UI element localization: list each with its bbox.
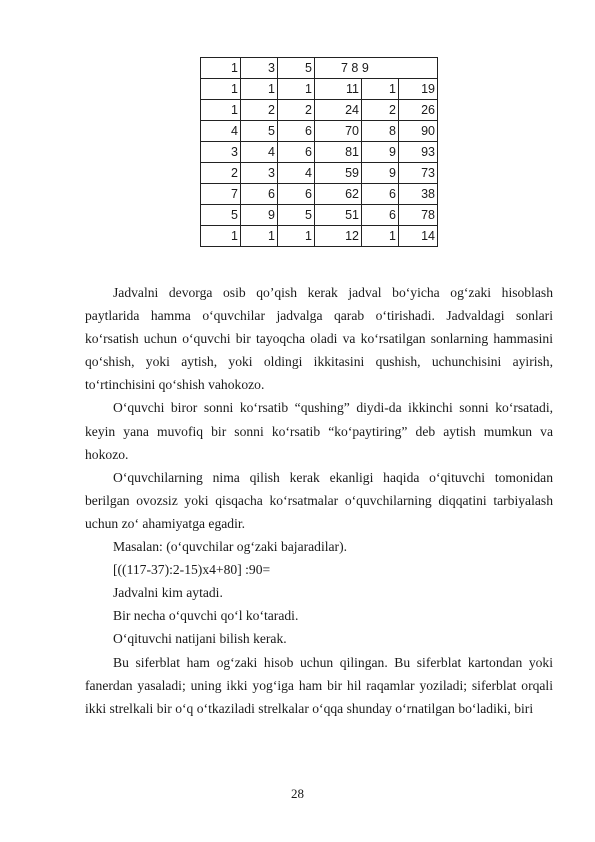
table-cell: 93 bbox=[399, 142, 438, 163]
table-cell: 6 bbox=[362, 184, 399, 205]
table-cell: 6 bbox=[241, 184, 278, 205]
table-cell: 7 bbox=[201, 184, 241, 205]
table-cell: 4 bbox=[241, 142, 278, 163]
table-row bbox=[201, 184, 438, 205]
table-cell: 73 bbox=[399, 163, 438, 184]
table-cell: 9 bbox=[362, 142, 399, 163]
table-cell: 3 bbox=[201, 142, 241, 163]
table-cell: 59 bbox=[315, 163, 362, 184]
paragraph: Masalan: (o‘quvchilar og‘zaki bajaradilar). bbox=[113, 539, 348, 555]
table-cell: 2 bbox=[241, 100, 278, 121]
paragraph: Jadvalni devorga osib qo’qish kerak jadval bo‘yicha og‘zaki hisoblash paytlarida hamma o‘quvchilar jadvalga qarab o‘tirishadi. Jadvaldagi sonlari ko‘rsatish uchun o‘quvchi bir tayoqcha oladi va ko‘rsatilgan sonlarning hammasini qo‘shish, yoki aytish, yoki oldingi ikkitasini qushish, uchunchisini ayirish, to‘rtinchisini qo‘shish vahokozo. bbox=[85, 285, 553, 393]
table-row bbox=[201, 163, 438, 184]
table-cell: 14 bbox=[399, 226, 438, 247]
table-cell: 38 bbox=[399, 184, 438, 205]
expression-line: [((117-37):2-15)x4+80] :90= bbox=[113, 562, 271, 578]
table-cell: 2 bbox=[362, 100, 399, 121]
table-cell: 1 bbox=[241, 226, 278, 247]
table-cell: 1 bbox=[278, 226, 315, 247]
table-cell: 6 bbox=[362, 205, 399, 226]
table-row bbox=[201, 100, 438, 121]
table-cell: 5 bbox=[201, 205, 241, 226]
table-cell: 2 bbox=[201, 163, 241, 184]
table-header-row bbox=[201, 58, 438, 79]
page-number: 28 bbox=[291, 786, 304, 801]
table-cell: 51 bbox=[315, 205, 362, 226]
table-cell: 3 bbox=[241, 58, 278, 79]
table-cell: 11 bbox=[315, 79, 362, 100]
paragraph: Bir necha o‘quvchi qo‘l ko‘taradi. bbox=[113, 608, 299, 624]
number-table bbox=[200, 57, 438, 247]
table-cell: 4 bbox=[201, 121, 241, 142]
table-cell: 2 bbox=[278, 100, 315, 121]
table-cell-merged: 7 8 9 bbox=[315, 58, 438, 79]
paragraph: O‘quvchilarning nima qilish kerak ekanligi haqida o‘qituvchi tomonidan berilgan ovozsiz yoki qisqacha ko‘rsatmalar o‘quvchilarning diqqatini tarbiyalash uchun zo‘ ahamiyatga egadir. bbox=[85, 469, 553, 531]
table-cell: 5 bbox=[278, 205, 315, 226]
paragraph: O‘quvchi biror sonni ko‘rsatib “qushing” diydi-da ikkinchi sonni ko‘rsatadi, keyin yana muvofiq bir sonni ko‘rsatib “ko‘paytiring” deb aytish mumkun va hokozo. bbox=[85, 400, 553, 462]
table-row bbox=[201, 142, 438, 163]
table-cell: 6 bbox=[278, 142, 315, 163]
table-cell: 3 bbox=[241, 163, 278, 184]
table-cell: 1 bbox=[201, 58, 241, 79]
table-cell: 8 bbox=[362, 121, 399, 142]
table-cell: 81 bbox=[315, 142, 362, 163]
paragraph: Bu siferblat ham og‘zaki hisob uchun qilingan. Bu siferblat kartondan yoki fanerdan yasaladi; uning ikki yog‘iga ham bir hil raqamlar yoziladi; siferblat orqali ikki strelkali bir o‘q o‘tkaziladi strelkalar o‘qqa shunday o‘rnatilgan bo‘ladiki, biri bbox=[85, 654, 553, 716]
table-cell: 1 bbox=[201, 226, 241, 247]
table-row bbox=[201, 226, 438, 247]
table-row bbox=[201, 121, 438, 142]
table-cell: 1 bbox=[201, 100, 241, 121]
table-cell: 78 bbox=[399, 205, 438, 226]
table-cell: 62 bbox=[315, 184, 362, 205]
table-cell: 19 bbox=[399, 79, 438, 100]
table-cell: 12 bbox=[315, 226, 362, 247]
table-cell: 90 bbox=[399, 121, 438, 142]
table-cell: 5 bbox=[241, 121, 278, 142]
table-cell: 9 bbox=[362, 163, 399, 184]
paragraph: Jadvalni kim aytadi. bbox=[113, 585, 223, 601]
table-cell: 26 bbox=[399, 100, 438, 121]
paragraph: O‘qituvchi natijani bilish kerak. bbox=[113, 631, 287, 647]
table-cell: 1 bbox=[278, 79, 315, 100]
table-cell: 1 bbox=[362, 226, 399, 247]
table-cell: 24 bbox=[315, 100, 362, 121]
table-cell: 1 bbox=[362, 79, 399, 100]
table-cell: 5 bbox=[278, 58, 315, 79]
table-cell: 6 bbox=[278, 121, 315, 142]
table-row bbox=[201, 79, 438, 100]
table-cell: 70 bbox=[315, 121, 362, 142]
table-cell: 1 bbox=[201, 79, 241, 100]
table-cell: 4 bbox=[278, 163, 315, 184]
table-cell: 9 bbox=[241, 205, 278, 226]
table-cell: 1 bbox=[241, 79, 278, 100]
body-text bbox=[85, 281, 553, 720]
table-cell: 6 bbox=[278, 184, 315, 205]
table-row bbox=[201, 205, 438, 226]
